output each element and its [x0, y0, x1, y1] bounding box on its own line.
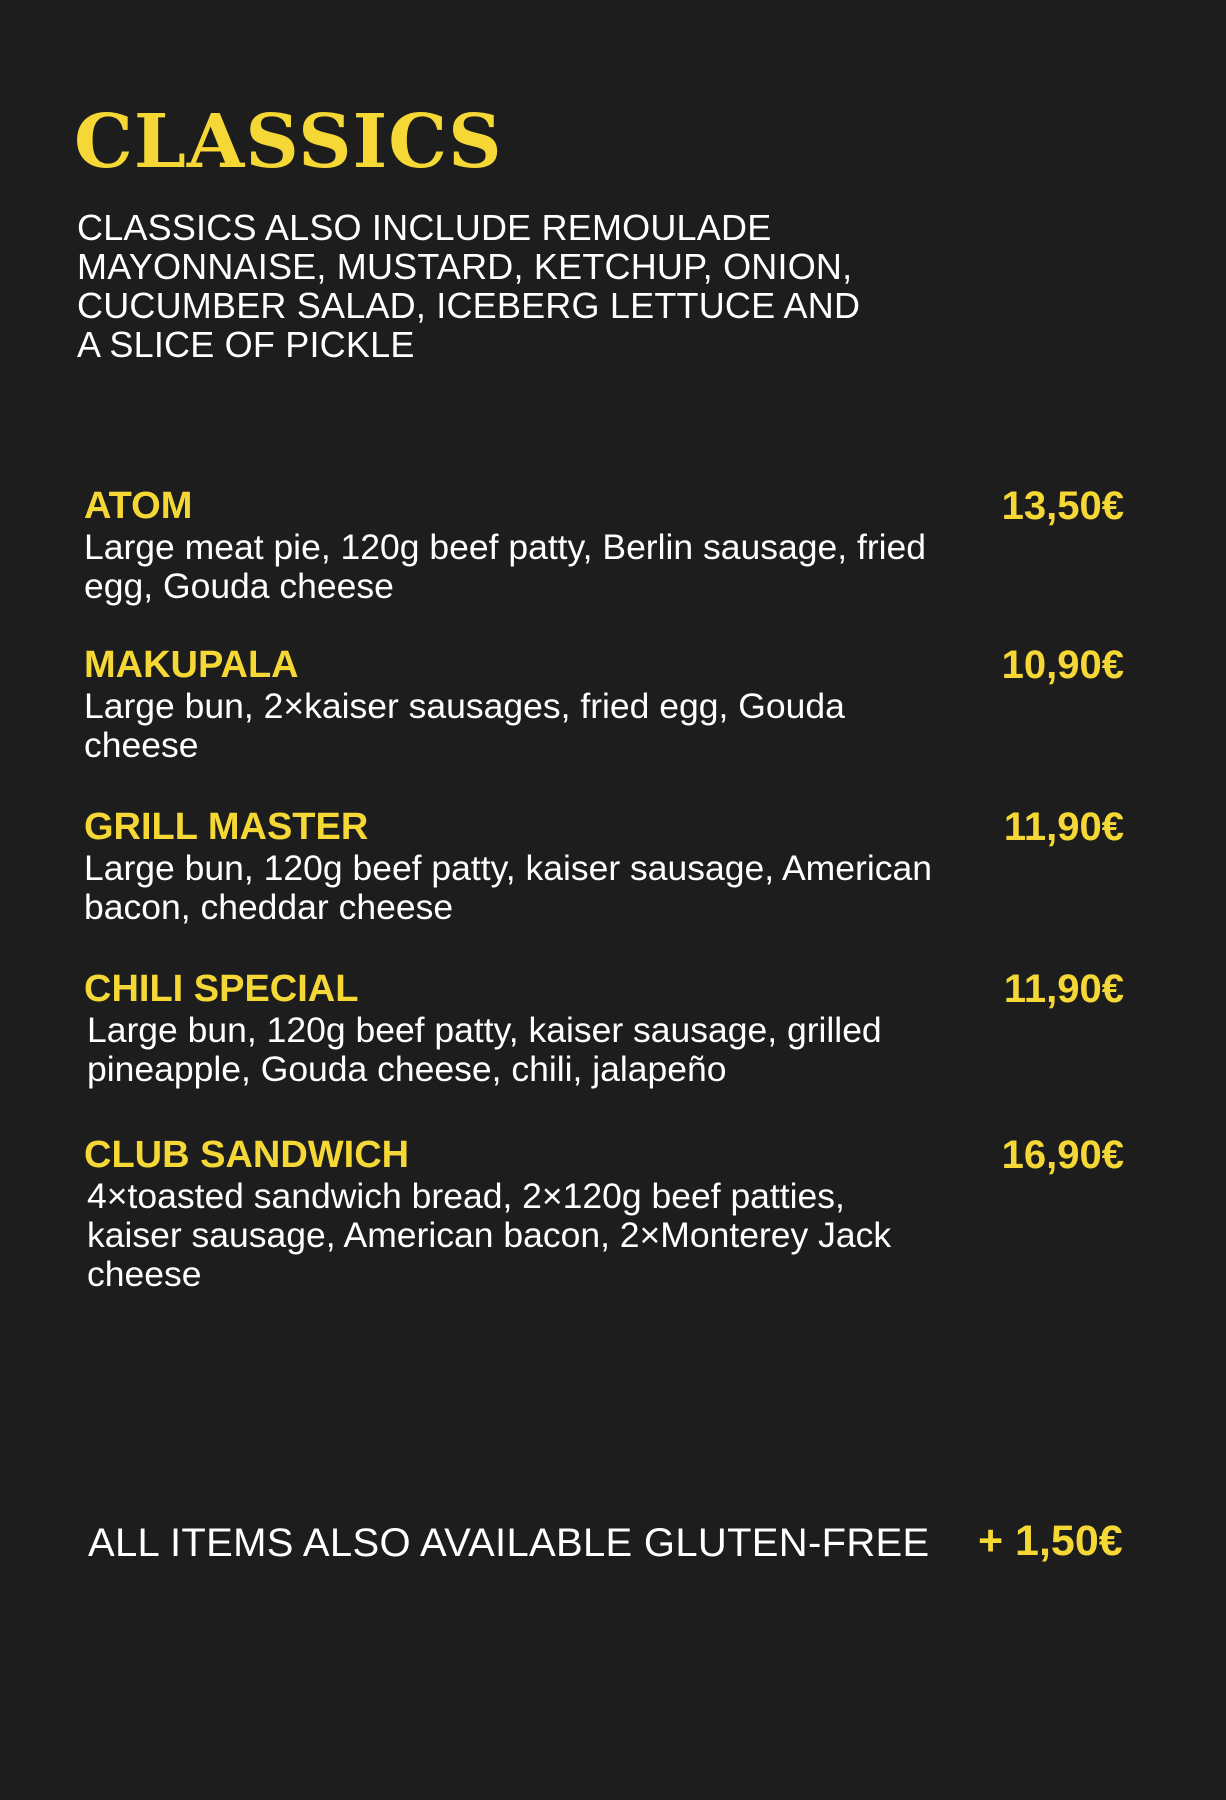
gluten-free-surcharge: + 1,50€: [978, 1517, 1123, 1565]
item-price: 10,90€: [1001, 643, 1124, 687]
description-line: Large bun, 2×kaiser sausages, fried egg, Gouda: [84, 686, 845, 726]
item-description: [87, 1177, 891, 1294]
gluten-free-note: [88, 1517, 1123, 1568]
intro-line: CLASSICS ALSO INCLUDE REMOULADE: [77, 207, 772, 248]
intro-line: A SLICE OF PICKLE: [77, 324, 415, 365]
description-line: kaiser sausage, American bacon, 2×Monterey Jack: [87, 1215, 892, 1255]
item-price: 13,50€: [1001, 484, 1124, 528]
description-line: bacon, cheddar cheese: [84, 887, 454, 927]
item-description: [84, 687, 845, 765]
item-price: 16,90€: [1001, 1133, 1124, 1177]
item-name: MAKUPALA: [84, 644, 299, 686]
description-line: Large bun, 120g beef patty, kaiser sausage, grilled: [87, 1010, 882, 1050]
item-name: GRILL MASTER: [84, 806, 369, 848]
item-description: [87, 1011, 882, 1089]
description-line: egg, Gouda cheese: [84, 566, 394, 606]
item-price: 11,90€: [1003, 967, 1124, 1011]
item-name: CLUB SANDWICH: [84, 1134, 410, 1176]
description-line: cheese: [84, 725, 199, 765]
section-title: CLASSICS: [74, 99, 503, 185]
item-description: [84, 528, 926, 606]
item-name: ATOM: [84, 485, 193, 527]
description-line: Large meat pie, 120g beef patty, Berlin sausage, fried: [84, 527, 927, 567]
description-line: Large bun, 120g beef patty, kaiser sausage, American: [84, 848, 932, 888]
item-description: [84, 849, 932, 927]
intro-line: CUCUMBER SALAD, ICEBERG LETTUCE AND: [77, 285, 861, 326]
description-line: cheese: [87, 1254, 202, 1294]
intro-line: MAYONNAISE, MUSTARD, KETCHUP, ONION,: [77, 246, 853, 287]
section-intro: [77, 208, 860, 364]
item-name: CHILI SPECIAL: [84, 968, 359, 1010]
description-line: 4×toasted sandwich bread, 2×120g beef patties,: [87, 1176, 845, 1216]
gluten-free-text: ALL ITEMS ALSO AVAILABLE GLUTEN-FREE: [88, 1521, 930, 1565]
description-line: pineapple, Gouda cheese, chili, jalapeño: [87, 1049, 727, 1089]
item-price: 11,90€: [1003, 805, 1124, 849]
